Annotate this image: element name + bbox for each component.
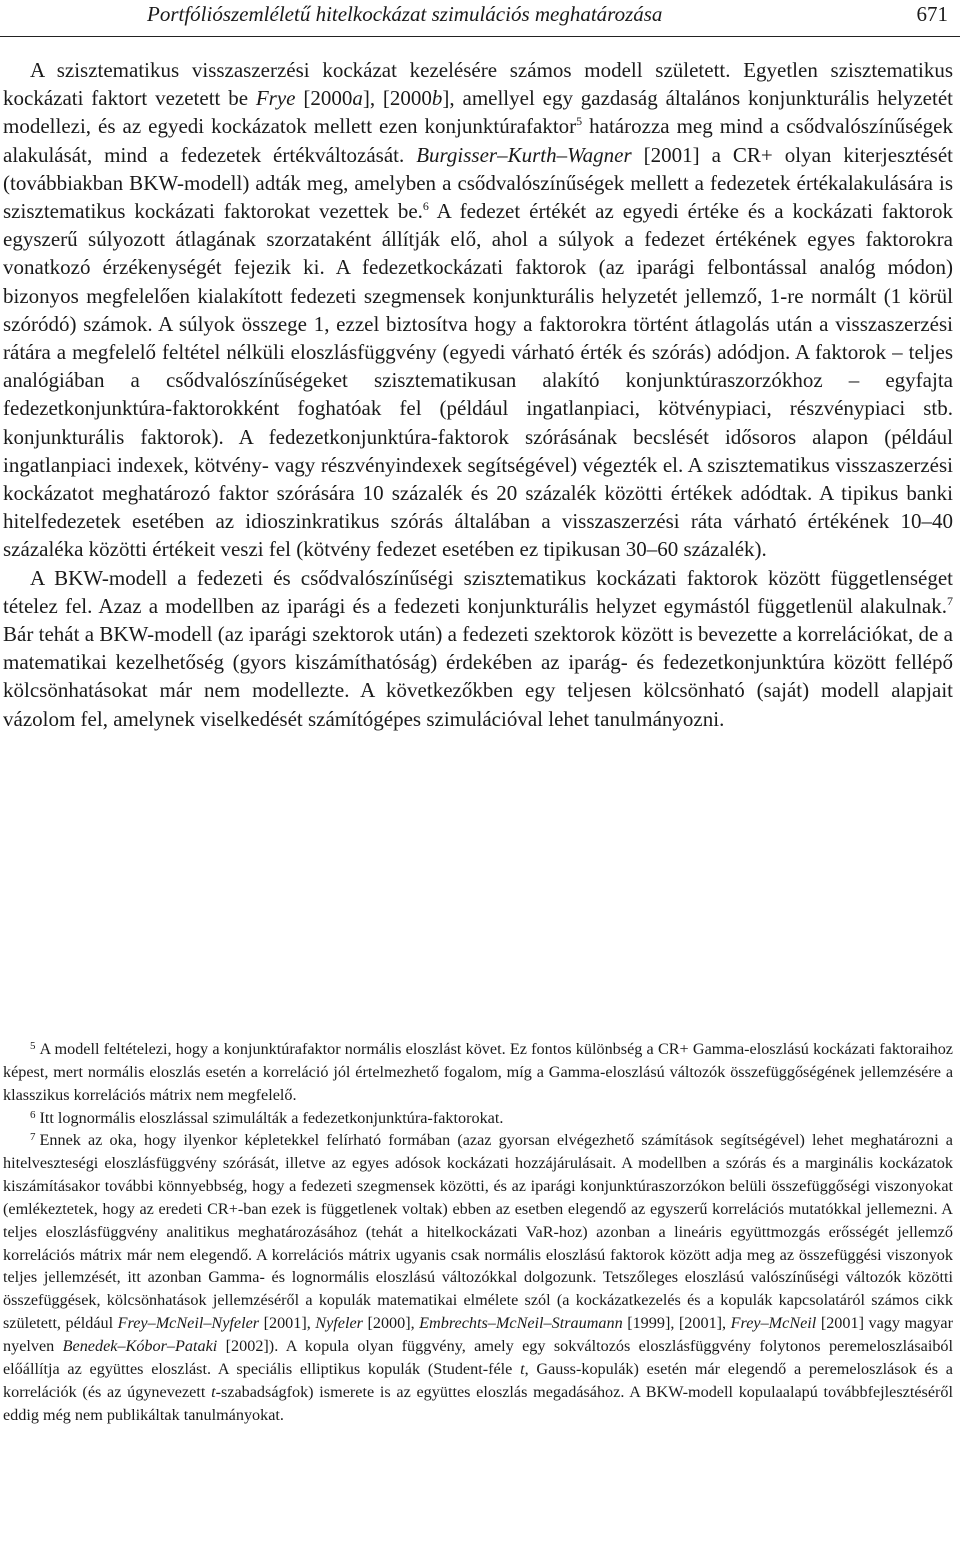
text-run: [2001] a CR+ olyan kiterjesztését (továbbiakban BKW-modell) adták meg, amelyben a csődvalószínűségek mellett a fedezetek értékalakulására is szisztematikus kockázati faktorokat vezettek be. xyxy=(3,142,953,224)
footnote-reference: 7 xyxy=(947,593,953,608)
italic-text: t xyxy=(520,1359,525,1378)
text-run: [2001] vagy magyar nyelven xyxy=(3,1314,953,1355)
italic-text: Embrechts–McNeil–Straumann xyxy=(419,1314,623,1333)
text-run: Bár tehát a BKW-modell (az iparági szektorok után) a fedezeti szektorok között is bevezette a korrelációkat, de a matematikai kezelhetőség (gyors kiszámíthatóság) érdekében az iparág- és fedezetkonjunktúra között fellépő kölcsönhatásokat már nem modellezte. A következőkben egy teljesen kölcsönható (saját) modell alapjait vázolom fel, amelynek viselkedését számítógépes szimulációval lehet tanulmányozni. xyxy=(3,622,953,731)
italic-text: Benedek–Kóbor–Pataki xyxy=(62,1336,218,1355)
italic-text: a xyxy=(352,86,363,111)
footnote-number: 7 xyxy=(30,1131,36,1144)
text-run: A modell feltételezi, hogy a konjunktúrafaktor normális eloszlást követ. Ez fontos különbség a CR+ Gamma-eloszlású kockázati faktoraihoz képest, mert normális eloszlás esetén a korreláció jól értelmezhető fogalom, míg a Gamma-eloszlású változók összefüggőségének jellemzésére a klasszikus korrelációs mátrix nem megfelelő. xyxy=(3,1040,953,1104)
page-number: 671 xyxy=(916,2,948,26)
text-run: A szisztematikus visszaszerzési kockázat kezelésére számos modell született. Egyetlen szisztematikus kockázati faktort vezetett be xyxy=(3,58,953,111)
italic-text: Frey–McNeil–Nyfeler xyxy=(117,1314,260,1333)
text-run: [2000 xyxy=(295,86,353,111)
text-run: Itt lognormális eloszlással szimulálták a fedezetkonjunktúra-faktorokat. xyxy=(39,1108,504,1127)
italic-text: t xyxy=(211,1382,216,1401)
footnote-reference: 6 xyxy=(422,199,429,214)
running-title: Portfóliószemléletű hitelkockázat szimulációs meghatározása xyxy=(147,2,663,26)
text-run: ], amellyel egy gazdaság általános konjunkturális helyzetét modellezi, és az egyedi kockázatok mellett ezen konjunktúrafaktor xyxy=(3,86,953,139)
body-paragraph xyxy=(3,564,953,733)
text-run: A fedezet értékét az egyedi értéke és a kockázati faktorok egyszerű súlyozott átlagának szorzataként állítják elő, ahol a súlyok a fedezet értékének egyes faktorokra vonatkozó érzékenységét fejezik ki. A fedezetkockázati faktorok (az iparági felbontással analóg módon) bizonyos megfelelően kialakított fedezeti szegmensek konjunkturális helyzetét jellemző, 1-re normált (1 körül szóródó) számok. A súlyok összege 1, ezzel biztosítva hogy a faktorokra történt átlagolás után a visszaszerzési rátára a megfelelő feltétel nélküli eloszlásfüggvény (egyedi várható érték és szórás) adódjon. A faktorok – teljes analógiában a csődvalószínűségeket szisztematikusan alakító konjunktúraszorzókhoz – egyfajta fedezetkonjunktúra-faktorokként foghatóak fel (például ingatlanpiaci, kötvénypiaci, részvénypiaci stb. konjunkturális faktorok). A fedezetkonjunktúra-faktorok szórásának becslését idősoros alapon (például ingatlanpiaci indexek, kötvény- vagy részvényindexek segítségével) végezték el. A szisztematikus visszaszerzési kockázatot meghatározó faktor szórására 10 százalék és 20 százalék közötti értékek adódtak. A tipikus banki hitelfedezetek esetében az idioszinkratikus szórás általában a visszaszerzési ráta várható értékének 10–40 százaléka közötti értékeit veszi fel (kötvény fedezet esetében ez tipikusan 30–60 százalék). xyxy=(3,199,953,562)
italic-text: b xyxy=(431,86,443,111)
footnotes xyxy=(3,1038,953,1426)
body-paragraph xyxy=(3,56,953,564)
text-run: -szabadságfok) ismerete is az együttes eloszlás megadásához. A BKW-modell kopulaalapú továbbfejlesztéséről eddig még nem publikáltak tanulmányokat. xyxy=(3,1382,953,1424)
text-run: határozza meg mind a csődvalószínűségek alakulását, mind a fedezetek értékváltozását. xyxy=(3,114,953,167)
running-header xyxy=(0,0,960,37)
body-text xyxy=(3,56,953,733)
footnote xyxy=(3,1038,953,1107)
footnote xyxy=(3,1129,953,1426)
footnote-number: 6 xyxy=(30,1108,36,1121)
footnote-reference: 5 xyxy=(576,114,583,129)
italic-text: Burgisser–Kurth–Wagner xyxy=(416,142,632,167)
text-run: A BKW-modell a fedezeti és csődvalószínűségi szisztematikus kockázati faktorok között függetlenséget tételez fel. Azaz a modellben az iparági és a fedezeti konjunkturális helyzet egymástól függetlenül alakulnak. xyxy=(3,565,953,618)
text-run: [1999], [2001], xyxy=(622,1314,731,1333)
italic-text: Frey–McNeil xyxy=(730,1314,817,1333)
text-run: , Gauss-kopulák) esetén már elegendő a peremeloszlások és a korrelációk (és az úgynevezett xyxy=(3,1359,953,1401)
text-run: ], [2000 xyxy=(362,86,432,111)
text-run: [2001], xyxy=(259,1314,316,1333)
text-run: [2000], xyxy=(362,1314,420,1333)
italic-text: Frye xyxy=(255,86,296,111)
text-run: [2002]). A kopula olyan függvény, amely egy sokváltozós eloszlásfüggvény folytonos peremeloszlásaiból előállítja az együttes eloszlást. A speciális elliptikus kopulák (Student-féle xyxy=(3,1336,953,1378)
italic-text: Nyfeler xyxy=(315,1314,363,1333)
text-run: Ennek az oka, hogy ilyenkor képletekkel felírható formában (azaz gyorsan elvégezhető számítások segítségével) lehet meghatározni a hitelveszteségi eloszlásfüggvény szórását, illetve az egyes adósok kockázati hozzájárulásait. A modellben a szórás és a marginális kockázatok kiszámításakor további könnyebbség, hogy a fedezeti szegmensek közötti, és az iparági konjunktúraszorzókon belüli összefüggőségi viszonyokat (emlékeztetek, hogy az eredeti CR+-ban ezek is függetlenek voltak) ebben az esetben elegendő az egyszerű korrelációs mutatókkal jellemezni. A teljes eloszlásfüggvény analitikus meghatározásához (tehát a hitelkockázati VaR-hoz) azonban a lineáris együttmozgás erősségét jellemző korrelációs mátrix már nem elegendő. A korrelációs mátrix ugyanis csak normális eloszlású faktorok között adja meg az összefüggési viszonyok teljes jellemzését, itt azonban Gamma- és lognormális eloszlású változókkal dolgozunk. Tetszőleges eloszlású valószínűségi változók közötti összefüggések, kölcsönhatások jellemzéséről a kopulák matematikai elmélete szól (a kockázatkezelés és a kopulák kapcsolatáról számos cikk született, például xyxy=(3,1131,953,1333)
footnote-number: 5 xyxy=(30,1040,36,1052)
footnote xyxy=(3,1107,953,1130)
